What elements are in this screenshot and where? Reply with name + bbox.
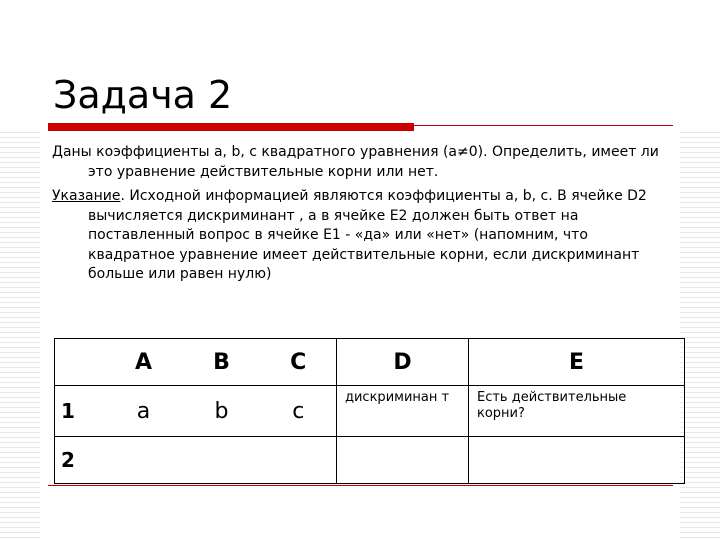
header-corner <box>55 339 105 386</box>
cell-a2 <box>105 437 183 484</box>
column-header-a: A <box>105 339 183 386</box>
column-header-e: E <box>469 339 685 386</box>
hint-label: Указание <box>52 188 121 204</box>
row-header-2: 2 <box>55 437 105 484</box>
table-row <box>55 386 685 437</box>
table-row <box>55 437 685 484</box>
cell-d2 <box>337 437 469 484</box>
row-header-1: 1 <box>55 386 105 437</box>
spreadsheet-table <box>54 338 685 484</box>
hint-body: . Исходной информацией являются коэффициенты a, b, c. В ячейке D2 вычисляется дискриминант , а в ячейке E2 должен быть ответ на поставленный вопрос в ячейке E1 - «да» или «нет» (напомним, что квадратное уравнение имеет действительные корни, если дискриминант больше или равен нулю) <box>88 188 647 282</box>
slide-title: Задача 2 <box>53 73 233 117</box>
cell-a1: a <box>105 386 183 437</box>
column-header-b: B <box>183 339 261 386</box>
column-header-d: D <box>337 339 469 386</box>
task-hint <box>52 187 677 285</box>
table-header-row <box>55 339 685 386</box>
cell-b2 <box>183 437 261 484</box>
cell-d1: дискриминан т <box>337 386 469 437</box>
task-description: Даны коэффициенты a, b, c квадратного уравнения (a≠0). Определить, имеет ли это уравнение действительные корни или нет. <box>52 144 659 180</box>
cell-b1: b <box>183 386 261 437</box>
cell-c2 <box>261 437 337 484</box>
bottom-rule <box>48 485 673 486</box>
cell-e1: Есть действительные корни? <box>469 386 685 437</box>
column-header-c: C <box>261 339 337 386</box>
task-text <box>52 143 677 290</box>
cell-c1: c <box>261 386 337 437</box>
title-accent-bar <box>48 123 414 131</box>
cell-e2 <box>469 437 685 484</box>
